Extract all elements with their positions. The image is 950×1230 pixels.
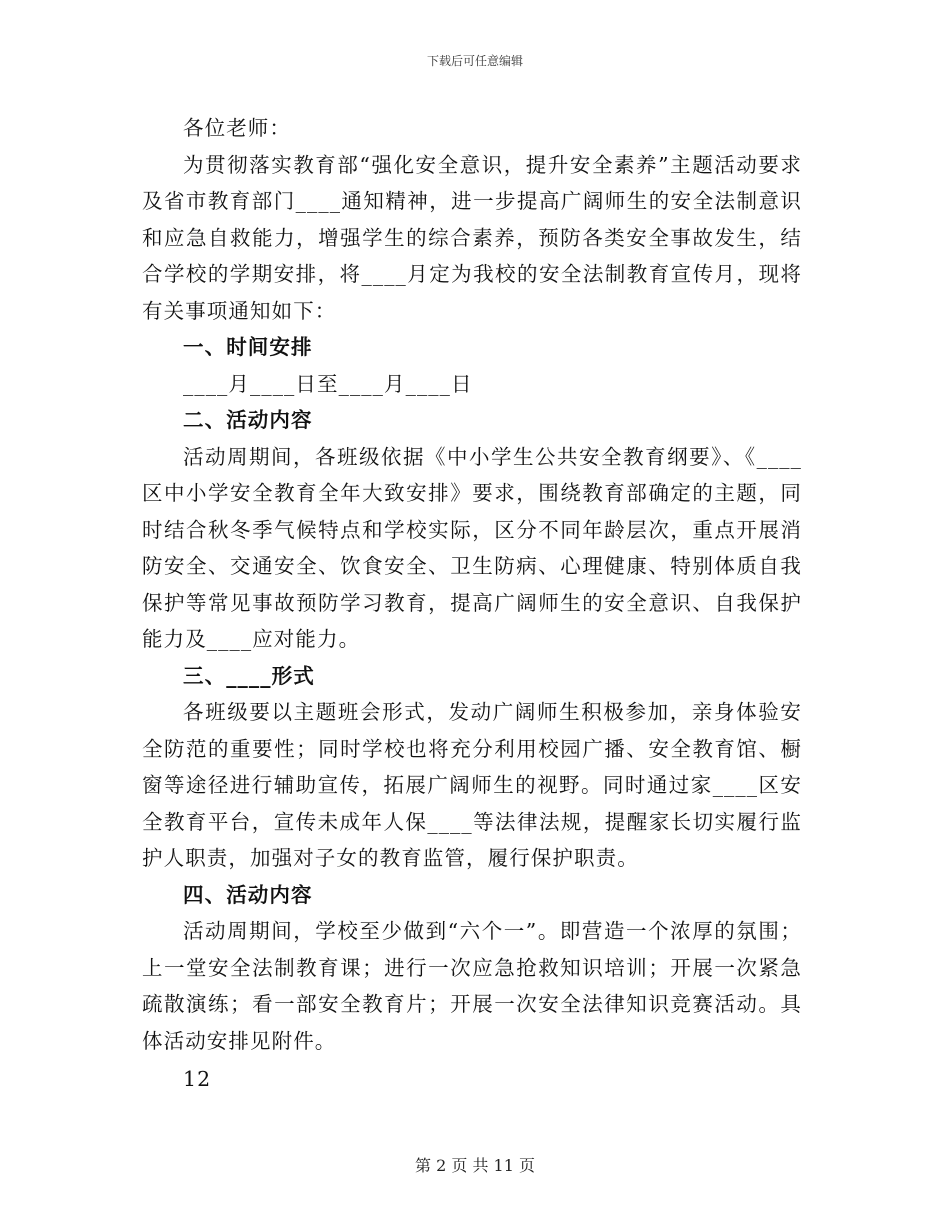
form-paragraph: 各班级要以主题班会形式，发动广阔师生积极参加，亲身体验安全防范的重要性；同时学校也将充分利用校园广播、安全教育馆、橱窗等途径进行辅助宣传，拓展广阔师生的视野。同时通过家____区安全教育平台，宣传未成年人保____等法律法规，提醒家长切实履行监护人职责，加强对子女的教育监管，履行保护职责。 xyxy=(142,700,802,870)
time-range-paragraph: ____月____日至____月____日 xyxy=(183,371,473,396)
section-heading-content: 二、活动内容 xyxy=(183,408,313,432)
salutation: 各位老师： xyxy=(183,116,291,140)
page-header: 下载后可任意编辑 xyxy=(426,54,523,68)
section-heading-activities: 四、活动内容 xyxy=(183,882,313,907)
section-heading-time: 一、时间安排 xyxy=(183,335,313,359)
section-heading-form: 三、____形式 xyxy=(183,663,315,688)
activities-paragraph: 活动周期间，学校至少做到“六个一”。即营造一个浓厚的氛围；上一堂安全法制教育课；进行一次应急抢救知识培训；开展一次紧急疏散演练；看一部安全教育片；开展一次安全法律知识竞赛活动。具体活动安排见附件。 xyxy=(142,919,802,1053)
page-footer: 第 2 页 共 11 页 xyxy=(415,1156,535,1175)
content-paragraph: 活动周期间，各班级依据《中小学生公共安全教育纲要》、《____区中小学安全教育全年大致安排》要求，围绕教育部确定的主题，同时结合秋冬季气候特点和学校实际，区分不同年龄层次，重点开展消防安全、交通安全、饮食安全、卫生防病、心理健康、特别体质自我保护等常见事故预防学习教育，提高广阔师生的安全意识、自我保护能力及____应对能力。 xyxy=(142,444,802,651)
document-body xyxy=(142,110,802,1098)
intro-paragraph: 为贯彻落实教育部“强化安全意识，提升安全素养”主题活动要求及省市教育部门____通知精神，进一步提高广阔师生的安全法制意识和应急自救能力，增强学生的综合素养，预防各类安全事故发生，结合学校的学期安排，将____月定为我校的安全法制教育宣传月，现将有关事项通知如下： xyxy=(142,152,802,323)
number-paragraph: 12 xyxy=(183,1067,212,1091)
